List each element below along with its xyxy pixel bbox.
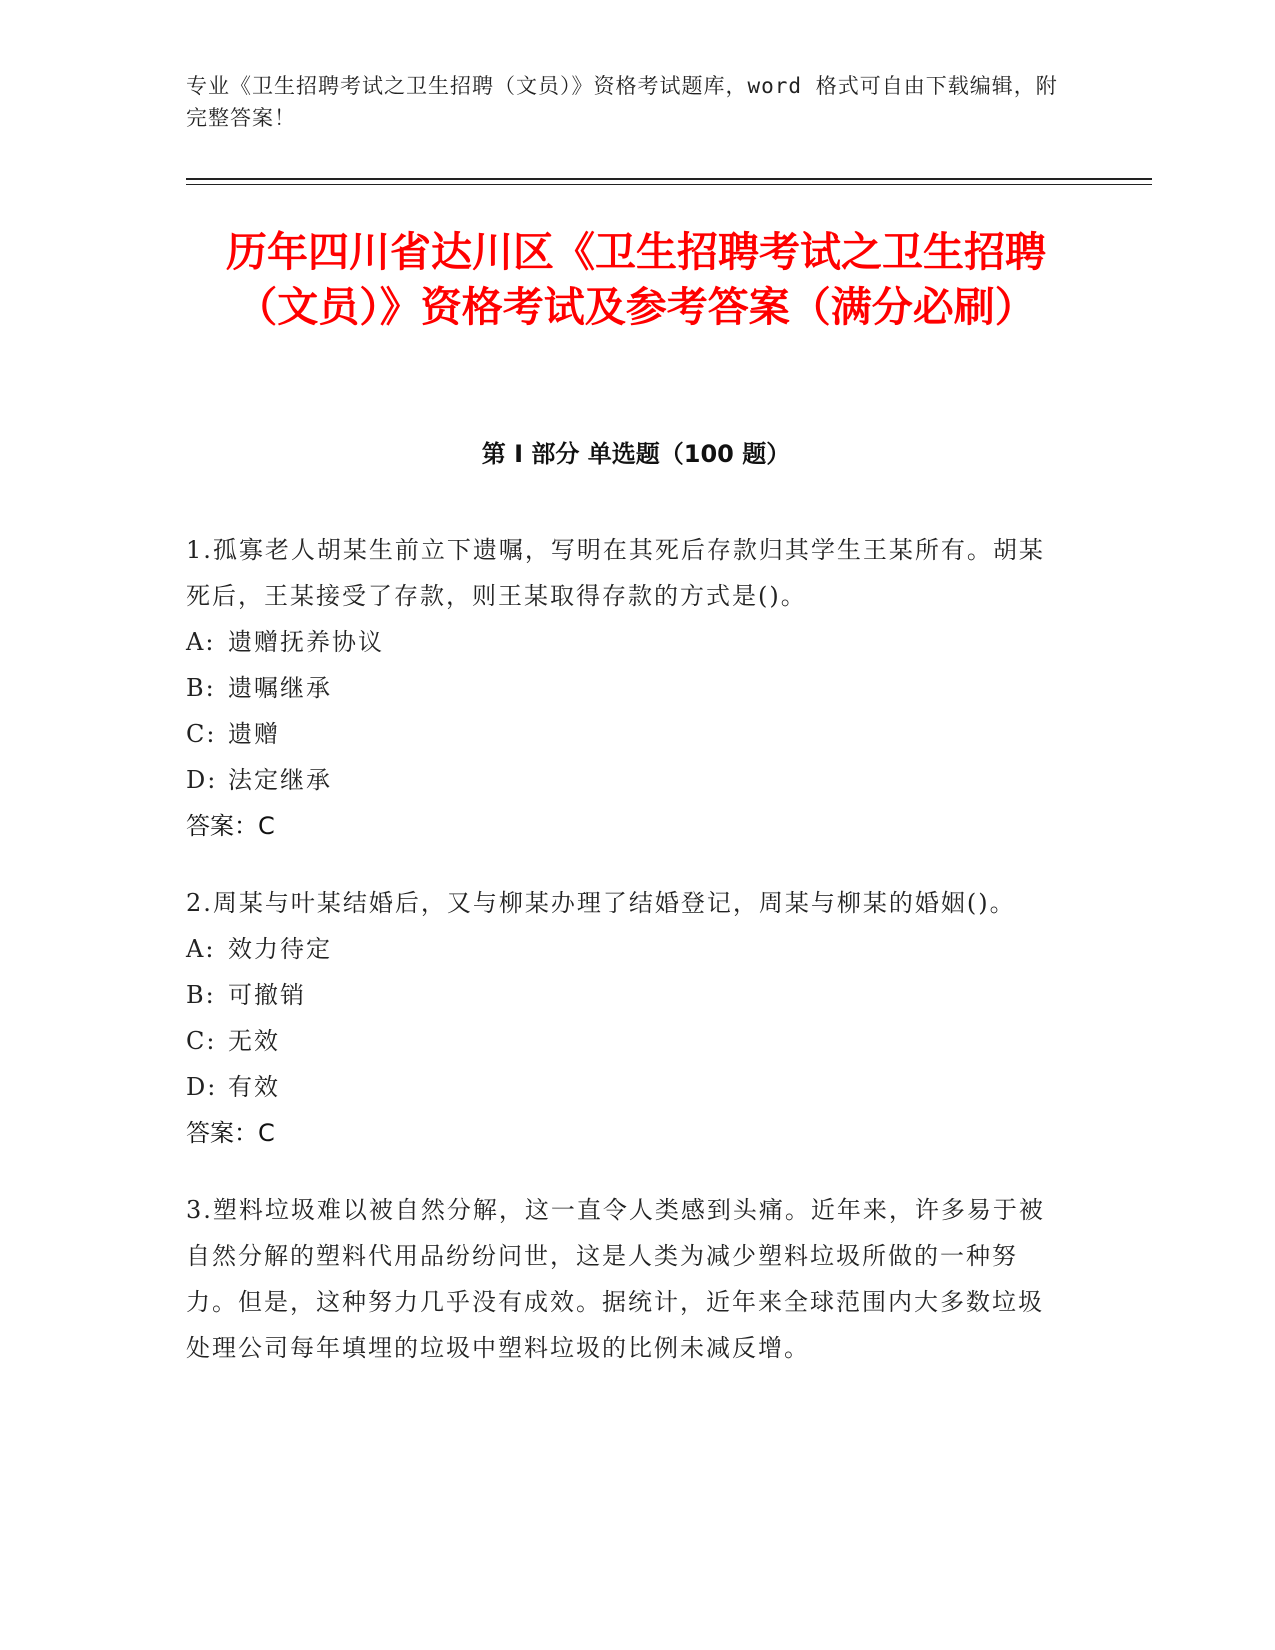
option-key: B:	[186, 981, 216, 1009]
option-d	[186, 1064, 1066, 1110]
option-d	[186, 757, 1066, 803]
option-c	[186, 1018, 1066, 1064]
option-b	[186, 972, 1066, 1018]
option-key: D:	[186, 766, 218, 794]
question-3	[186, 1187, 1066, 1371]
question-text: 3.塑料垃圾难以被自然分解，这一直令人类感到头痛。近年来，许多易于被自然分解的塑料代用品纷纷问世，这是人类为减少塑料垃圾所做的一种努力。但是，这种努力几乎没有成效。据统计，近年来全球范围内大多数垃圾处理公司每年填埋的垃圾中塑料垃圾的比例未减反增。	[186, 1196, 1045, 1362]
question-1	[186, 527, 1066, 849]
question-text: 1.孤寡老人胡某生前立下遗嘱，写明在其死后存款归其学生王某所有。胡某死后，王某接受了存款，则王某取得存款的方式是()。	[186, 536, 1045, 610]
option-text: 有效	[228, 1073, 280, 1101]
option-b	[186, 665, 1066, 711]
option-a	[186, 619, 1066, 665]
answer: 答案：C	[186, 1119, 275, 1147]
option-text: 遗嘱继承	[228, 674, 332, 702]
option-text: 遗赠	[228, 720, 280, 748]
option-key: A:	[186, 628, 216, 656]
answer: 答案：C	[186, 812, 275, 840]
option-text: 无效	[228, 1027, 280, 1055]
option-text: 可撤销	[228, 981, 306, 1009]
header-note: 专业《卫生招聘考试之卫生招聘（文员）》资格考试题库，word 格式可自由下载编辑，附完整答案！	[186, 74, 1058, 130]
question-list	[186, 527, 1066, 1402]
question-2	[186, 880, 1066, 1156]
option-a	[186, 926, 1066, 972]
option-text: 效力待定	[228, 935, 332, 963]
question-text: 2.周某与叶某结婚后，又与柳某办理了结婚登记，周某与柳某的婚姻()。	[186, 889, 1016, 917]
option-key: C:	[186, 720, 217, 748]
option-text: 遗赠抚养协议	[228, 628, 384, 656]
header-divider-thick	[186, 178, 1152, 180]
header-divider-thin	[186, 184, 1152, 185]
option-key: D:	[186, 1073, 218, 1101]
document-title: 历年四川省达川区《卫生招聘考试之卫生招聘（文员）》资格考试及参考答案（满分必刷）	[226, 228, 1046, 331]
section-title: 第 I 部分 单选题（100 题）	[481, 440, 791, 468]
option-text: 法定继承	[228, 766, 332, 794]
option-key: B:	[186, 674, 216, 702]
option-c	[186, 711, 1066, 757]
option-key: A:	[186, 935, 216, 963]
option-key: C:	[186, 1027, 217, 1055]
